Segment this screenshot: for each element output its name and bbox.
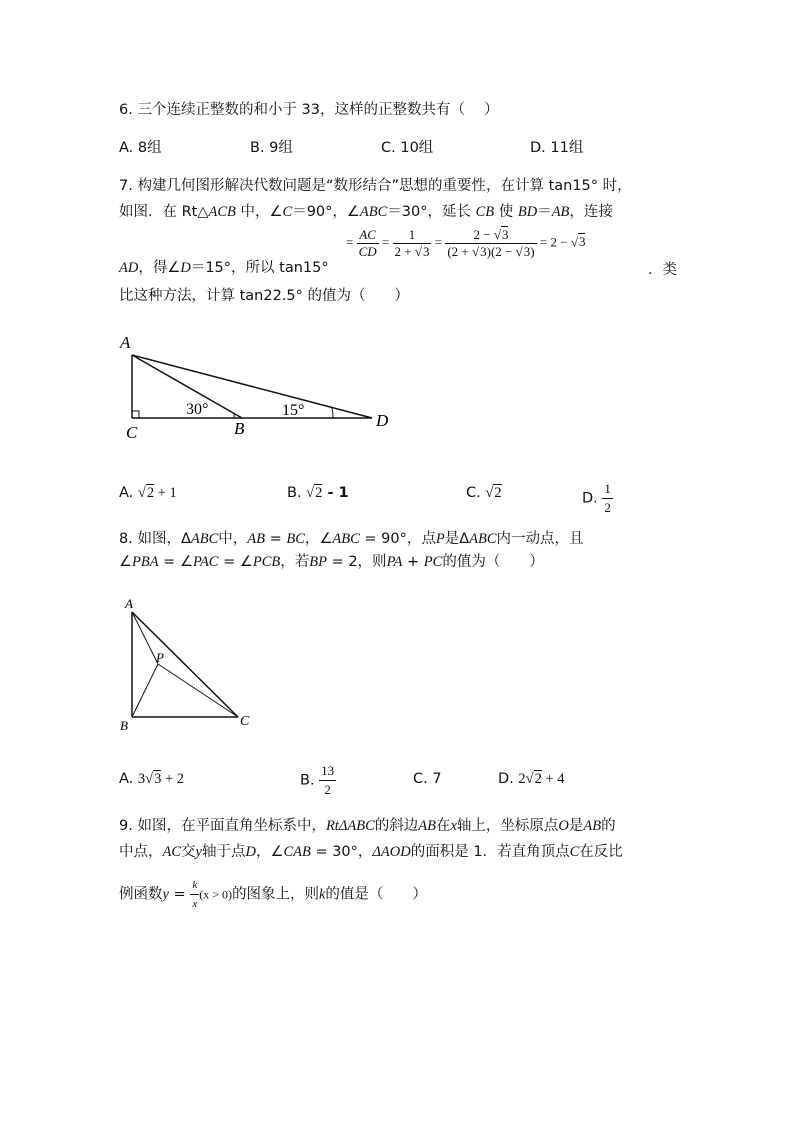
angle-30-label: 30° xyxy=(186,401,209,418)
q8-option-d: D. 2√2 + 4 xyxy=(498,771,565,787)
q7-line3-end: ．类 xyxy=(648,262,677,278)
angle-d-arc xyxy=(332,408,333,418)
segment-pa xyxy=(132,612,158,664)
q9-line1: 9. 如图，在平面直角坐标系中，RtΔABC的斜边AB在x轴上，坐标原点O是AB的 xyxy=(119,818,616,834)
side-ac xyxy=(132,612,238,717)
q7-triangle-figure xyxy=(110,330,400,440)
right-angle-mark xyxy=(132,411,139,418)
segment-pb xyxy=(132,664,158,717)
label-p: P xyxy=(156,650,164,665)
q7-option-b: B. √2 - 1 xyxy=(287,485,349,501)
q7-option-c: C. √2 xyxy=(466,485,502,501)
q6-option-c: C. 10组 xyxy=(381,140,434,156)
q8-triangle-figure xyxy=(112,592,262,737)
segment-pc xyxy=(158,664,238,717)
side-ad xyxy=(132,355,372,418)
q7-line3: AD，得∠D＝15°，所以 tan15° xyxy=(119,260,329,276)
rationalized-fraction: $\frac{2 - √3}{(2 + √3)(2 - √3)}$ xyxy=(447,227,535,259)
label-b: B xyxy=(120,718,128,733)
label-c: C xyxy=(240,714,250,729)
q9-line3: 例函数y = $\frac{k}{x}$ (x > 0)的图象上，则k的值是（ ） xyxy=(119,876,427,913)
q7-line1: 7. 构建几何图形解决代数问题是“数形结合”思想的重要性，在计算 tan15° 时， xyxy=(119,178,632,194)
q6-option-b: B. 9组 xyxy=(250,140,293,156)
q6-option-a: A. 8组 xyxy=(119,140,162,156)
label-c: C xyxy=(126,423,138,440)
q7-tan15-formula: = $\frac{AC}{CD}$ = $\frac{1}{2 + √3}$ = $\frac{2 - √3}{(2 + √3)(2 - √3)}$ = 2 − √3 xyxy=(346,227,586,259)
one-over-2-plus-root3: $\frac{1}{2 + √3}$ xyxy=(394,227,430,259)
q7-line4: 比这种方法，计算 tan22.5° 的值为（ ） xyxy=(119,288,410,304)
q7-option-a: A. √2 + 1 xyxy=(119,485,177,501)
q8-option-b: B. $\frac{13}{2}$ xyxy=(300,763,335,797)
label-a: A xyxy=(125,596,133,611)
label-a: A xyxy=(120,333,131,352)
q9-line2: 中点，AC交y轴于点D，∠CAB = 30°，ΔAOD的面积是 1．若直角顶点C在反比 xyxy=(119,844,623,860)
angle-15-label: 15° xyxy=(282,402,305,419)
q8-option-c: C. 7 xyxy=(413,771,442,787)
label-b: B xyxy=(234,419,245,438)
k-over-x: $\frac{k}{x}$ xyxy=(190,876,199,913)
q8-option-a: A. 3√3 + 2 xyxy=(119,771,185,787)
q6-option-d: D. 11组 xyxy=(530,140,584,156)
label-d: D xyxy=(376,411,389,430)
q7-option-d: D. $\frac{1}{2}$ xyxy=(582,481,611,515)
q7-line2: 如图．在 Rt△ACB 中，∠C＝90°，∠ABC＝30°，延长 CB 使 BD＝AB，连接 xyxy=(119,204,613,220)
q8-line2: ∠PBA = ∠PAC = ∠PCB，若BP = 2，则PA + PC的值为（ ） xyxy=(119,554,544,570)
ac-over-cd: $\frac{AC}{CD}$ xyxy=(358,227,377,259)
q6-stem: 6. 三个连续正整数的和小于 33，这样的正整数共有（ ） xyxy=(119,102,499,118)
q8-line1: 8. 如图，ΔABC中，AB = BC，∠ABC = 90°，点P是ΔABC内一动点，且 xyxy=(119,531,584,547)
